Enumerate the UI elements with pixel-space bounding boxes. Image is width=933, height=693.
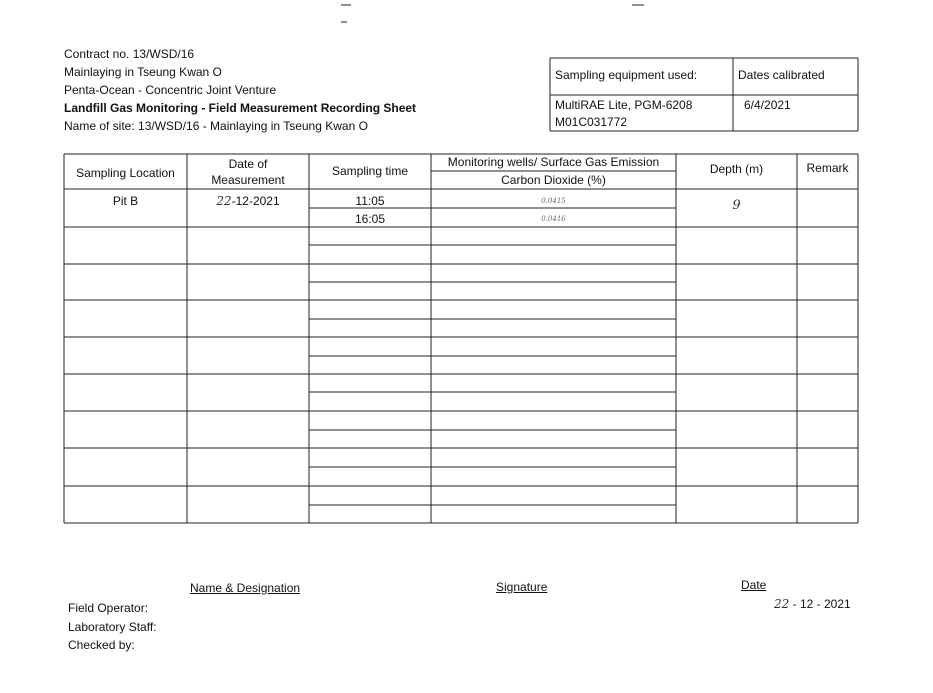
col-header-date-line2: Measurement <box>211 173 285 187</box>
sheet-title: Landfill Gas Monitoring - Field Measurement Recording Sheet <box>64 101 417 115</box>
checked-by-label: Checked by: <box>68 638 135 652</box>
cell-time-1: 11:05 <box>355 194 385 208</box>
footer-date-printed: - 12 - 2021 <box>792 597 851 611</box>
cell-co2-2: 0.0416 <box>541 215 566 223</box>
laboratory-staff-label: Laboratory Staff: <box>68 620 157 634</box>
footer-date-handwritten-day: 22 <box>774 597 790 611</box>
cell-time-2: 16:05 <box>354 212 386 226</box>
col-header-date-line1: Date of <box>228 157 268 171</box>
col-header-co2: Carbon Dioxide (%) <box>501 173 606 187</box>
equipment-label: Sampling equipment used: <box>555 68 698 82</box>
signature-heading: Signature <box>496 580 548 594</box>
name-designation-heading: Name & Designation <box>190 581 301 595</box>
cell-co2-1: 0.0415 <box>541 197 566 205</box>
col-header-depth: Depth (m) <box>709 162 764 176</box>
date-heading: Date <box>741 578 767 592</box>
printed-month-year: -12-2021 <box>231 194 280 208</box>
calibrated-label: Dates calibrated <box>738 68 825 82</box>
handwritten-day: 22 <box>216 194 232 208</box>
project-name: Mainlaying in Tseung Kwan O <box>64 65 222 79</box>
contract-number: Contract no. 13/WSD/16 <box>64 47 195 61</box>
field-operator-label: Field Operator: <box>68 601 149 615</box>
equipment-model: MultiRAE Lite, PGM-6208 <box>555 98 693 112</box>
contractor-name: Penta-Ocean - Concentric Joint Venture <box>64 83 277 97</box>
cell-location: Pit B <box>112 194 139 208</box>
equipment-serial: M01C031772 <box>555 115 628 129</box>
col-header-time: Sampling time <box>331 164 409 178</box>
calibrated-date: 6/4/2021 <box>744 98 791 112</box>
cell-depth: 9 <box>732 198 741 213</box>
site-name: Name of site: 13/WSD/16 - Mainlaying in Tseung Kwan O <box>64 119 368 133</box>
footer-date <box>774 597 851 611</box>
col-header-location: Sampling Location <box>76 166 175 180</box>
col-header-remark: Remark <box>806 161 849 175</box>
cell-date <box>187 194 309 208</box>
col-header-monitoring: Monitoring wells/ Surface Gas Emission <box>447 155 660 169</box>
